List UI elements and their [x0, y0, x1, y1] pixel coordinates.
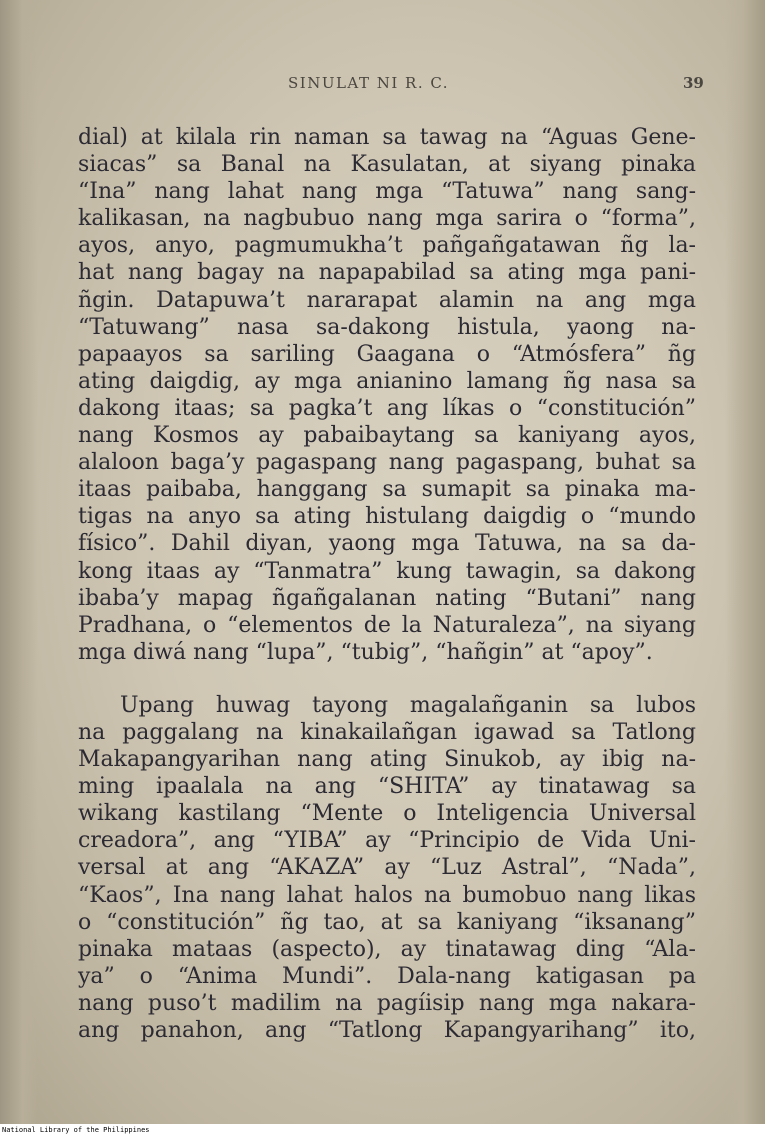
running-title: SINULAT NI R. C. — [288, 74, 450, 92]
paragraph-1 — [78, 124, 696, 666]
text-line: “Kaos”, Ina nang lahat halos na bumobuo nang likas — [78, 882, 696, 908]
text-line: papaayos sa sariling Gaagana o “Atmósfera” ñg — [78, 341, 696, 367]
page-edge-shadow-left — [0, 0, 38, 1124]
text-line: o “constitución” ñg tao, at sa kaniyang “iksanang” — [78, 909, 696, 935]
text-line: mga diwá nang “lupa”, “tubig”, “hañgin” at “apoy”. — [78, 639, 653, 665]
page-edge-shadow-right — [725, 0, 765, 1124]
text-line: ñgin. Datapuwa’t nararapat alamin na ang mga — [78, 287, 696, 313]
text-line: wikang kastilang “Mente o Inteligencia Universal — [78, 801, 696, 827]
text-line: nang puso’t madilim na pagíisip nang mga nakara- — [78, 990, 696, 1016]
text-line: siacas” sa Banal na Kasulatan, at siyang pinaka — [78, 152, 696, 178]
text-line: hat nang bagay na napapabilad sa ating mga pani- — [78, 260, 696, 286]
text-line: itaas paibaba, hanggang sa sumapit sa pinaka ma- — [78, 477, 696, 503]
text-line: versal at ang “AKAZA” ay “Luz Astral”, “Nada”, — [78, 855, 696, 881]
text-line: na paggalang na kinakailañgan igawad sa Tatlong — [78, 719, 696, 745]
body-text — [78, 124, 696, 1044]
paragraph-gap — [78, 666, 696, 692]
text-line: ya” o “Anima Mundi”. Dala-nang katigasan pa — [78, 963, 696, 989]
page-number: 39 — [683, 74, 704, 92]
library-credit: National Library of the Philippines — [2, 1126, 150, 1134]
paragraph-2 — [78, 692, 696, 1044]
text-line: kalikasan, na nagbubuo nang mga sarira o “forma”, — [78, 206, 696, 232]
text-line: creadora”, ang “YIBA” ay “Principio de Vida Uni- — [78, 828, 696, 854]
text-line: ating daigdig, ay mga anianino lamang ñg nasa sa — [78, 368, 696, 394]
text-line: ming ipaalala na ang “SHITA” ay tinatawag sa — [78, 774, 696, 800]
running-header — [0, 74, 765, 96]
text-line: “Tatuwang” nasa sa-dakong histula, yaong na- — [78, 314, 696, 340]
text-line: Makapangyarihan nang ating Sinukob, ay ibig na- — [78, 747, 696, 773]
text-line: ang panahon, ang “Tatlong Kapangyarihang” ito, — [78, 1018, 696, 1043]
text-line: ibaba’y mapag ñgañgalanan nating “Butani” nang — [78, 585, 696, 611]
text-line: alaloon baga’y pagaspang nang pagaspang, buhat sa — [78, 450, 696, 476]
text-line: dial) at kilala rin naman sa tawag na “Aguas Gene- — [78, 125, 696, 150]
text-line: tigas na anyo sa ating histulang daigdig o “mundo — [78, 504, 696, 530]
text-line: dakong itaas; sa pagka’t ang líkas o “constitución” — [78, 395, 696, 421]
text-line: kong itaas ay “Tanmatra” kung tawagin, sa dakong — [78, 558, 696, 584]
text-line: nang Kosmos ay pabaibaytang sa kaniyang ayos, — [78, 423, 696, 449]
text-line: ayos, anyo, pagmumukha’t pañgañgatawan ñg la- — [78, 233, 696, 259]
text-line: pinaka mataas (aspecto), ay tinatawag ding “Ala- — [78, 936, 696, 962]
text-line: “Ina” nang lahat nang mga “Tatuwa” nang sang- — [78, 179, 696, 205]
text-line: Upang huwag tayong magalañganin sa lubos — [120, 692, 696, 718]
text-line: físico”. Dahil diyan, yaong mga Tatuwa, na sa da- — [78, 531, 696, 557]
text-line: Pradhana, o “elementos de la Naturaleza”, na siyang — [78, 612, 696, 638]
